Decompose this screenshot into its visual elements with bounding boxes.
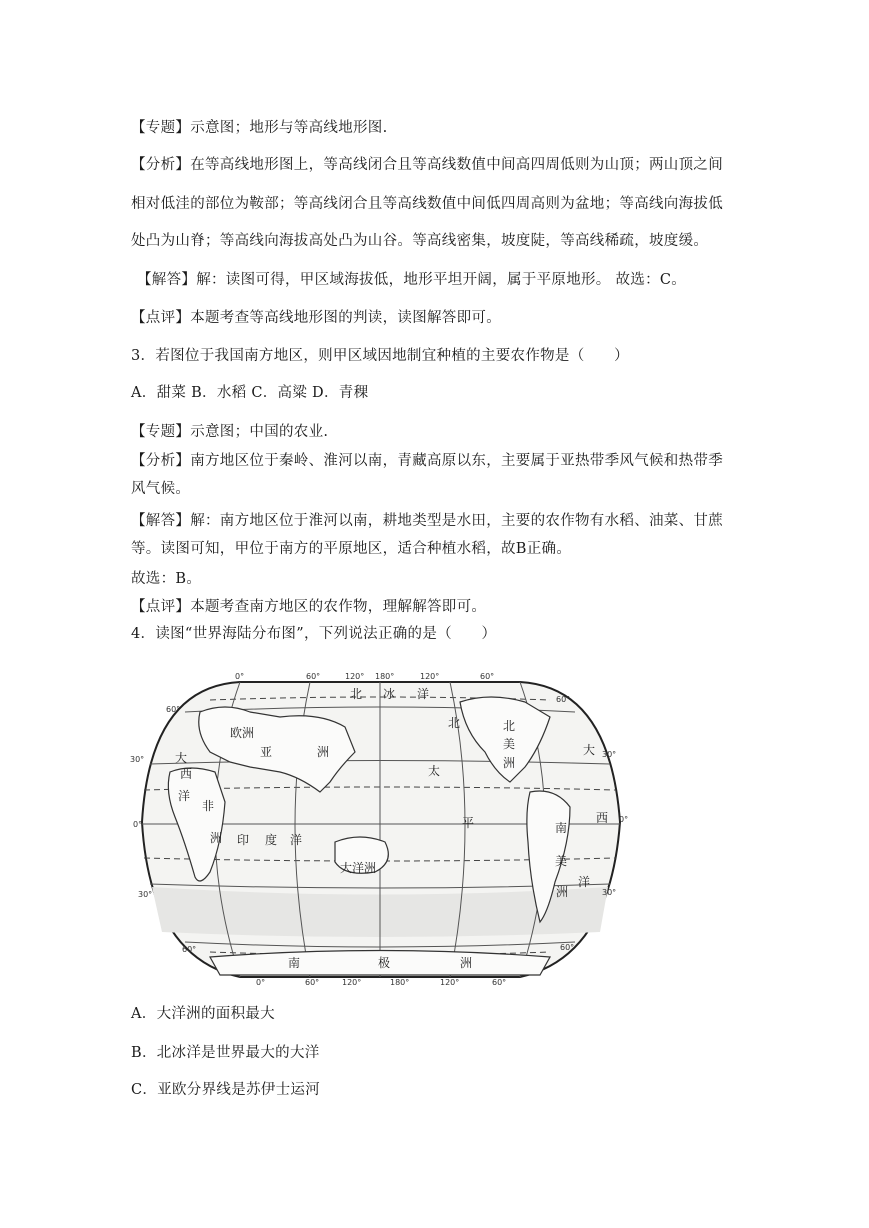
label-na-3: 洲 xyxy=(503,756,516,770)
q3-analysis-line1: 【分析】南方地区位于秦岭、淮河以南，青藏高原以东，主要属于亚热带季风气候和热带季 xyxy=(131,453,723,469)
label-indian-2: 度 xyxy=(265,833,278,847)
label-arctic-3: 洋 xyxy=(417,687,430,701)
q4-option-b: B．北冰洋是世界最大的大洋 xyxy=(131,1045,320,1061)
lat-left-60n: 60° xyxy=(166,705,181,714)
label-na-1: 北 xyxy=(503,719,516,733)
label-asia-1: 亚 xyxy=(260,745,273,759)
label-ant-2: 极 xyxy=(378,956,391,970)
label-sa-3: 洲 xyxy=(556,885,569,899)
q2-analysis-line3: 处凸为山脊；等高线向海拔高处凸为山谷。等高线密集，坡度陡，等高线稀疏，坡度缓。 xyxy=(131,233,709,249)
top-lon-1: 60° xyxy=(306,672,321,681)
q2-analysis-line2: 相对低洼的部位为鞍部；等高线闭合且等高线数值中间低四周高则为盆地；等高线向海拔低 xyxy=(131,196,723,212)
q3-answer-line2: 等。读图可知，甲位于南方的平原地区，适合种植水稻，故B正确。 xyxy=(131,541,572,557)
top-lon-2: 120° xyxy=(345,672,365,681)
lat-left-0: 0° xyxy=(133,820,143,829)
world-sea-land-map xyxy=(130,672,630,987)
q2-topic: 【专题】示意图；地形与等高线地形图. xyxy=(131,120,388,136)
label-na-2: 美 xyxy=(503,737,516,751)
label-asia-2: 洲 xyxy=(317,745,330,759)
q4-option-c: C．亚欧分界线是苏伊士运河 xyxy=(131,1082,320,1098)
label-pac-n-1: 北 xyxy=(448,716,461,730)
lat-right-60s: 60° xyxy=(560,943,575,952)
top-lon-5: 60° xyxy=(480,672,495,681)
bottom-lon-2: 120° xyxy=(342,978,362,987)
q3-answer-line1: 【解答】解：南方地区位于淮河以南，耕地类型是水田，主要的农作物有水稻、油菜、甘蔗 xyxy=(131,513,723,529)
top-lon-3: 180° xyxy=(375,672,395,681)
q3-question: 3．若图位于我国南方地区，则甲区域因地制宜种植的主要农作物是（ ） xyxy=(131,348,629,364)
q4-question: 4．读图“世界海陆分布图”，下列说法正确的是（ ） xyxy=(131,626,497,642)
label-pac-far-1: 大 xyxy=(583,743,596,757)
bottom-lon-3: 180° xyxy=(390,978,410,987)
lat-right-30n: 30° xyxy=(602,750,617,759)
label-ant-3: 洲 xyxy=(460,956,473,970)
top-lon-0: 0° xyxy=(235,672,245,681)
label-pac-far-3: 洋 xyxy=(578,875,591,889)
label-europe: 欧洲 xyxy=(230,726,255,740)
label-sa-1: 南 xyxy=(555,821,568,835)
q2-comment: 【点评】本题考查等高线地形图的判读，读图解答即可。 xyxy=(131,310,501,326)
label-arctic-1: 北 xyxy=(350,687,363,701)
lat-right-0: 0° xyxy=(619,815,629,824)
lat-right-60n: 60° xyxy=(556,695,571,704)
q3-topic: 【专题】示意图；中国的农业. xyxy=(131,424,329,440)
label-arctic-2: 冰 xyxy=(383,687,396,701)
label-oceania: 大洋洲 xyxy=(340,861,377,875)
label-atl-n-3: 洋 xyxy=(178,789,191,803)
label-pac-n-3: 平 xyxy=(462,816,475,830)
bottom-lon-1: 60° xyxy=(305,978,320,987)
label-africa-2: 洲 xyxy=(210,831,223,845)
lat-right-30s: 30° xyxy=(602,888,617,897)
label-ant-1: 南 xyxy=(288,956,301,970)
q3-options: A．甜菜 B．水稻 C．高粱 D．青稞 xyxy=(131,385,369,401)
label-indian-1: 印 xyxy=(237,833,250,847)
label-atl-n-1: 大 xyxy=(175,751,188,765)
bottom-lon-4: 120° xyxy=(440,978,460,987)
label-pac-far-2: 西 xyxy=(596,811,609,825)
lat-left-30n: 30° xyxy=(130,755,145,764)
lat-left-60s: 60° xyxy=(182,945,197,954)
label-africa-1: 非 xyxy=(202,799,215,813)
q3-comment: 【点评】本题考查南方地区的农作物，理解解答即可。 xyxy=(131,599,487,615)
q2-analysis-line1: 【分析】在等高线地形图上，等高线闭合且等高线数值中间高四周低则为山顶；两山顶之间 xyxy=(131,157,723,173)
q4-option-a: A．大洋洲的面积最大 xyxy=(131,1006,275,1022)
bottom-lon-5: 60° xyxy=(492,978,507,987)
top-lon-4: 120° xyxy=(420,672,440,681)
label-sa-2: 美 xyxy=(555,854,568,868)
lat-left-30s: 30° xyxy=(138,890,153,899)
label-pac-n-2: 太 xyxy=(428,764,441,778)
q3-answer-line3: 故选：B。 xyxy=(131,571,202,587)
q3-analysis-line2: 风气候。 xyxy=(131,481,191,497)
q2-answer: 【解答】解：读图可得，甲区域海拔低，地形平坦开阔，属于平原地形。 故选：C。 xyxy=(137,272,687,288)
label-indian-3: 洋 xyxy=(290,833,303,847)
bottom-lon-0: 0° xyxy=(256,978,266,987)
label-atl-n-2: 西 xyxy=(180,767,193,781)
